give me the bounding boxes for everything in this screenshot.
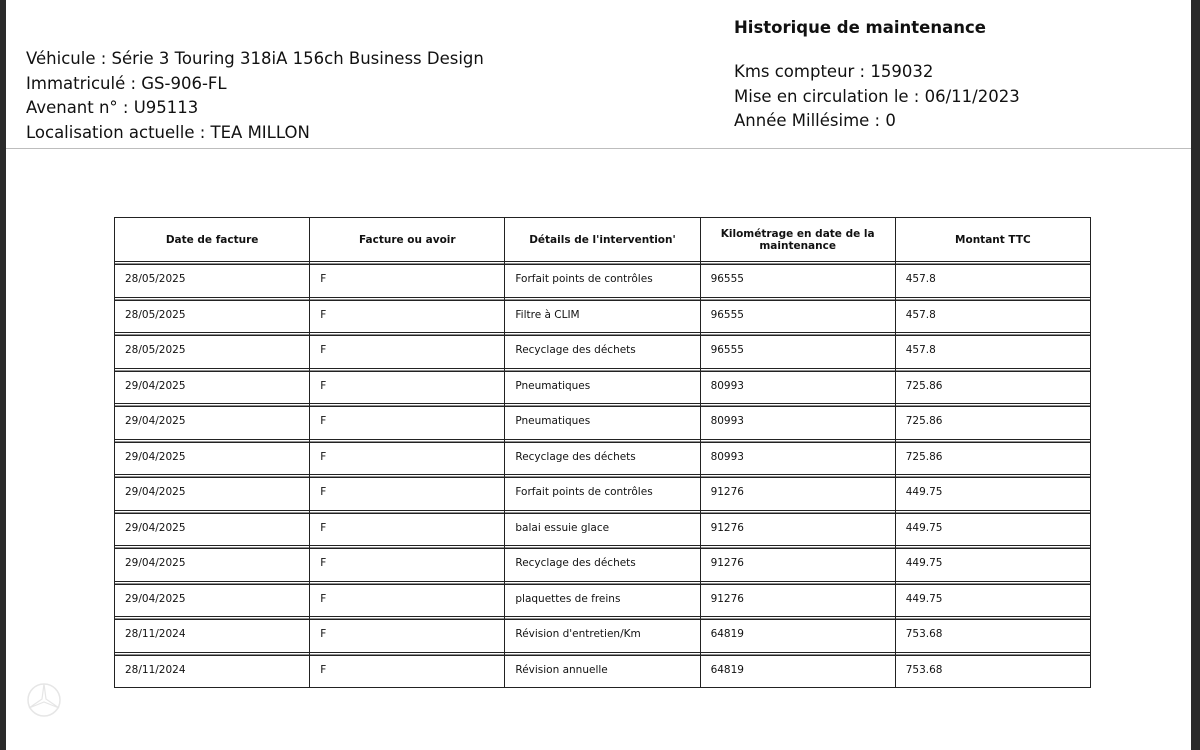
cell-amount: 457.8 <box>896 298 1091 334</box>
cell-type: F <box>310 369 505 405</box>
vehicle-amendment: Avenant n° : U95113 <box>26 98 199 117</box>
cell-amount: 725.86 <box>896 440 1091 476</box>
cell-date: 28/11/2024 <box>115 653 310 689</box>
table-row <box>115 440 1091 476</box>
cell-type: F <box>310 262 505 298</box>
table-row <box>115 369 1091 405</box>
table-row <box>115 653 1091 689</box>
cell-details: Recyclage des déchets <box>505 333 700 369</box>
cell-date: 28/05/2025 <box>115 333 310 369</box>
cell-type: F <box>310 333 505 369</box>
cell-date: 29/04/2025 <box>115 546 310 582</box>
page-title: Historique de maintenance <box>734 18 986 37</box>
column-header-type: Facture ou avoir <box>310 218 505 262</box>
cell-mileage: 91276 <box>701 546 896 582</box>
table-row <box>115 511 1091 547</box>
table-row <box>115 546 1091 582</box>
odometer: Kms compteur : 159032 <box>734 62 934 81</box>
cell-amount: 753.68 <box>896 653 1091 689</box>
cell-mileage: 91276 <box>701 582 896 618</box>
column-header-mileage: Kilométrage en date de la maintenance <box>701 218 896 262</box>
table-header-row <box>115 218 1091 262</box>
cell-type: F <box>310 582 505 618</box>
cell-date: 29/04/2025 <box>115 475 310 511</box>
cell-date: 29/04/2025 <box>115 404 310 440</box>
cell-amount: 725.86 <box>896 369 1091 405</box>
cell-type: F <box>310 546 505 582</box>
cell-mileage: 96555 <box>701 262 896 298</box>
cell-mileage: 96555 <box>701 298 896 334</box>
model-year: Année Millésime : 0 <box>734 111 896 130</box>
cell-date: 28/05/2025 <box>115 298 310 334</box>
maintenance-table <box>114 217 1091 688</box>
table-row <box>115 582 1091 618</box>
cell-type: F <box>310 511 505 547</box>
table-row <box>115 333 1091 369</box>
cell-amount: 457.8 <box>896 333 1091 369</box>
table-row <box>115 262 1091 298</box>
table-row <box>115 404 1091 440</box>
column-header-details: Détails de l'intervention' <box>505 218 700 262</box>
left-edge <box>0 0 6 750</box>
cell-amount: 753.68 <box>896 617 1091 653</box>
cell-mileage: 96555 <box>701 333 896 369</box>
cell-amount: 449.75 <box>896 546 1091 582</box>
cell-type: F <box>310 653 505 689</box>
cell-mileage: 91276 <box>701 475 896 511</box>
cell-details: Forfait points de contrôles <box>505 475 700 511</box>
cell-details: Recyclage des déchets <box>505 440 700 476</box>
cell-type: F <box>310 475 505 511</box>
cell-details: balai essuie glace <box>505 511 700 547</box>
cell-date: 29/04/2025 <box>115 582 310 618</box>
cell-details: plaquettes de freins <box>505 582 700 618</box>
cell-type: F <box>310 404 505 440</box>
cell-type: F <box>310 617 505 653</box>
three-pointed-star-logo-icon <box>26 682 62 718</box>
cell-type: F <box>310 440 505 476</box>
cell-type: F <box>310 298 505 334</box>
cell-amount: 725.86 <box>896 404 1091 440</box>
vehicle-model: Véhicule : Série 3 Touring 318iA 156ch Business Design <box>26 49 484 68</box>
cell-date: 29/04/2025 <box>115 511 310 547</box>
cell-amount: 449.75 <box>896 582 1091 618</box>
cell-date: 28/05/2025 <box>115 262 310 298</box>
cell-details: Révision annuelle <box>505 653 700 689</box>
cell-amount: 457.8 <box>896 262 1091 298</box>
cell-mileage: 80993 <box>701 404 896 440</box>
cell-details: Révision d'entretien/Km <box>505 617 700 653</box>
cell-mileage: 64819 <box>701 617 896 653</box>
registration-date: Mise en circulation le : 06/11/2023 <box>734 86 1020 106</box>
column-header-date: Date de facture <box>115 218 310 262</box>
table-row <box>115 475 1091 511</box>
right-edge <box>1191 0 1200 750</box>
cell-date: 29/04/2025 <box>115 369 310 405</box>
cell-date: 29/04/2025 <box>115 440 310 476</box>
table-row <box>115 617 1091 653</box>
cell-details: Recyclage des déchets <box>505 546 700 582</box>
cell-amount: 449.75 <box>896 475 1091 511</box>
cell-details: Pneumatiques <box>505 369 700 405</box>
cell-mileage: 64819 <box>701 653 896 689</box>
column-header-amount: Montant TTC <box>896 218 1091 262</box>
cell-amount: 449.75 <box>896 511 1091 547</box>
cell-date: 28/11/2024 <box>115 617 310 653</box>
report-info <box>734 16 1020 134</box>
vehicle-info <box>26 47 484 145</box>
cell-details: Filtre à CLIM <box>505 298 700 334</box>
cell-details: Pneumatiques <box>505 404 700 440</box>
cell-mileage: 80993 <box>701 440 896 476</box>
cell-mileage: 80993 <box>701 369 896 405</box>
cell-details: Forfait points de contrôles <box>505 262 700 298</box>
vehicle-registration: Immatriculé : GS-906-FL <box>26 73 227 93</box>
table-row <box>115 298 1091 334</box>
cell-mileage: 91276 <box>701 511 896 547</box>
header-divider <box>6 148 1191 149</box>
vehicle-location: Localisation actuelle : TEA MILLON <box>26 122 310 142</box>
